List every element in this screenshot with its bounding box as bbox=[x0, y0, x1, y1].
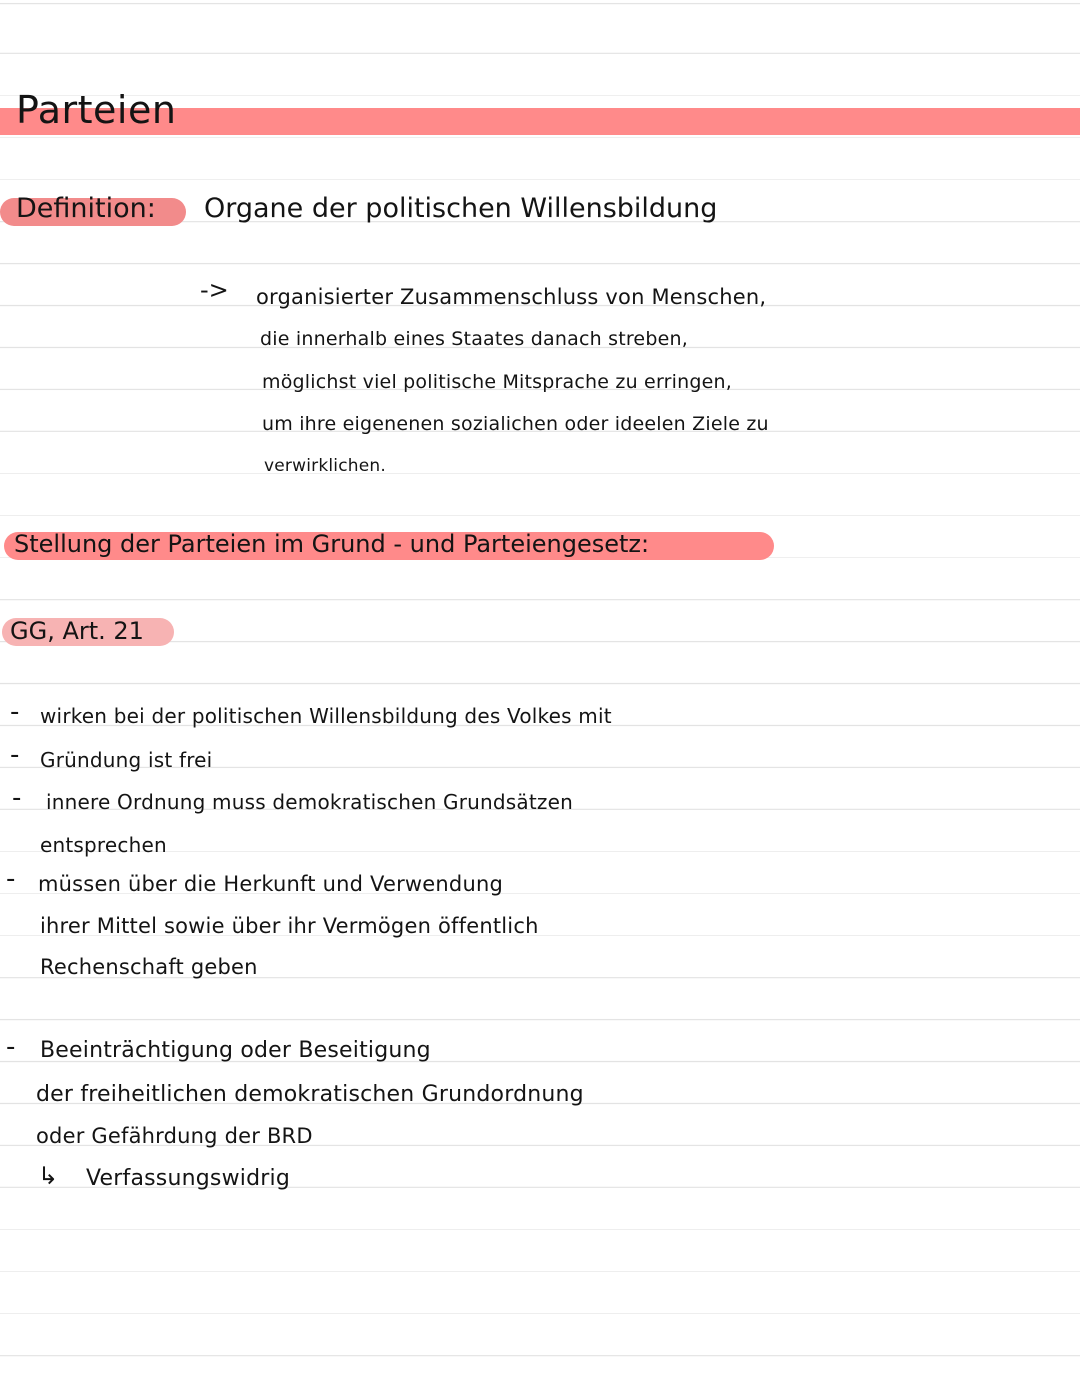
definition-label: Definition: bbox=[16, 193, 156, 224]
bullet-5-line-1: Beeinträchtigung oder Beseitigung bbox=[40, 1038, 431, 1063]
bullet-3-line-1: innere Ordnung muss demokratischen Grundsätzen bbox=[46, 790, 573, 814]
bullet-5-line-2: der freiheitlichen demokratischen Grundordnung bbox=[36, 1082, 584, 1107]
bullet-5-line-3: oder Gefährdung der BRD bbox=[36, 1124, 313, 1148]
bullet-3-line-2: entsprechen bbox=[40, 833, 167, 857]
section-heading: Stellung der Parteien im Grund - und Parteiengesetz: bbox=[14, 530, 650, 558]
article-label: GG, Art. 21 bbox=[10, 617, 144, 645]
definition-line-3: möglichst viel politische Mitsprache zu erringen, bbox=[262, 371, 732, 393]
bullet-dash: - bbox=[6, 864, 16, 894]
definition-arrow: -> bbox=[200, 276, 229, 304]
conclusion-text: Verfassungswidrig bbox=[86, 1166, 290, 1191]
bullet-dash: - bbox=[6, 1032, 16, 1062]
bullet-4-line-1: müssen über die Herkunft und Verwendung bbox=[38, 872, 503, 896]
bullet-1-line-1: wirken bei der politischen Willensbildung des Volkes mit bbox=[40, 704, 612, 728]
definition-text: Organe der politischen Willensbildung bbox=[204, 193, 718, 224]
bullet-dash: - bbox=[10, 740, 20, 770]
conclusion-arrow: ↳ bbox=[38, 1162, 59, 1190]
bullet-dash: - bbox=[12, 783, 22, 813]
definition-line-4: um ihre eigenenen sozialichen oder ideelen Ziele zu bbox=[262, 413, 769, 435]
bullet-4-line-3: Rechenschaft geben bbox=[40, 955, 258, 979]
bullet-dash: - bbox=[10, 697, 20, 727]
bullet-4-line-2: ihrer Mittel sowie über ihr Vermögen öffentlich bbox=[40, 914, 539, 938]
page-title: Parteien bbox=[16, 88, 177, 132]
bullet-2-line-1: Gründung ist frei bbox=[40, 748, 213, 772]
definition-line-2: die innerhalb eines Staates danach streben, bbox=[260, 328, 688, 350]
definition-line-5: verwirklichen. bbox=[264, 456, 386, 476]
definition-line-1: organisierter Zusammenschluss von Menschen, bbox=[256, 285, 767, 309]
